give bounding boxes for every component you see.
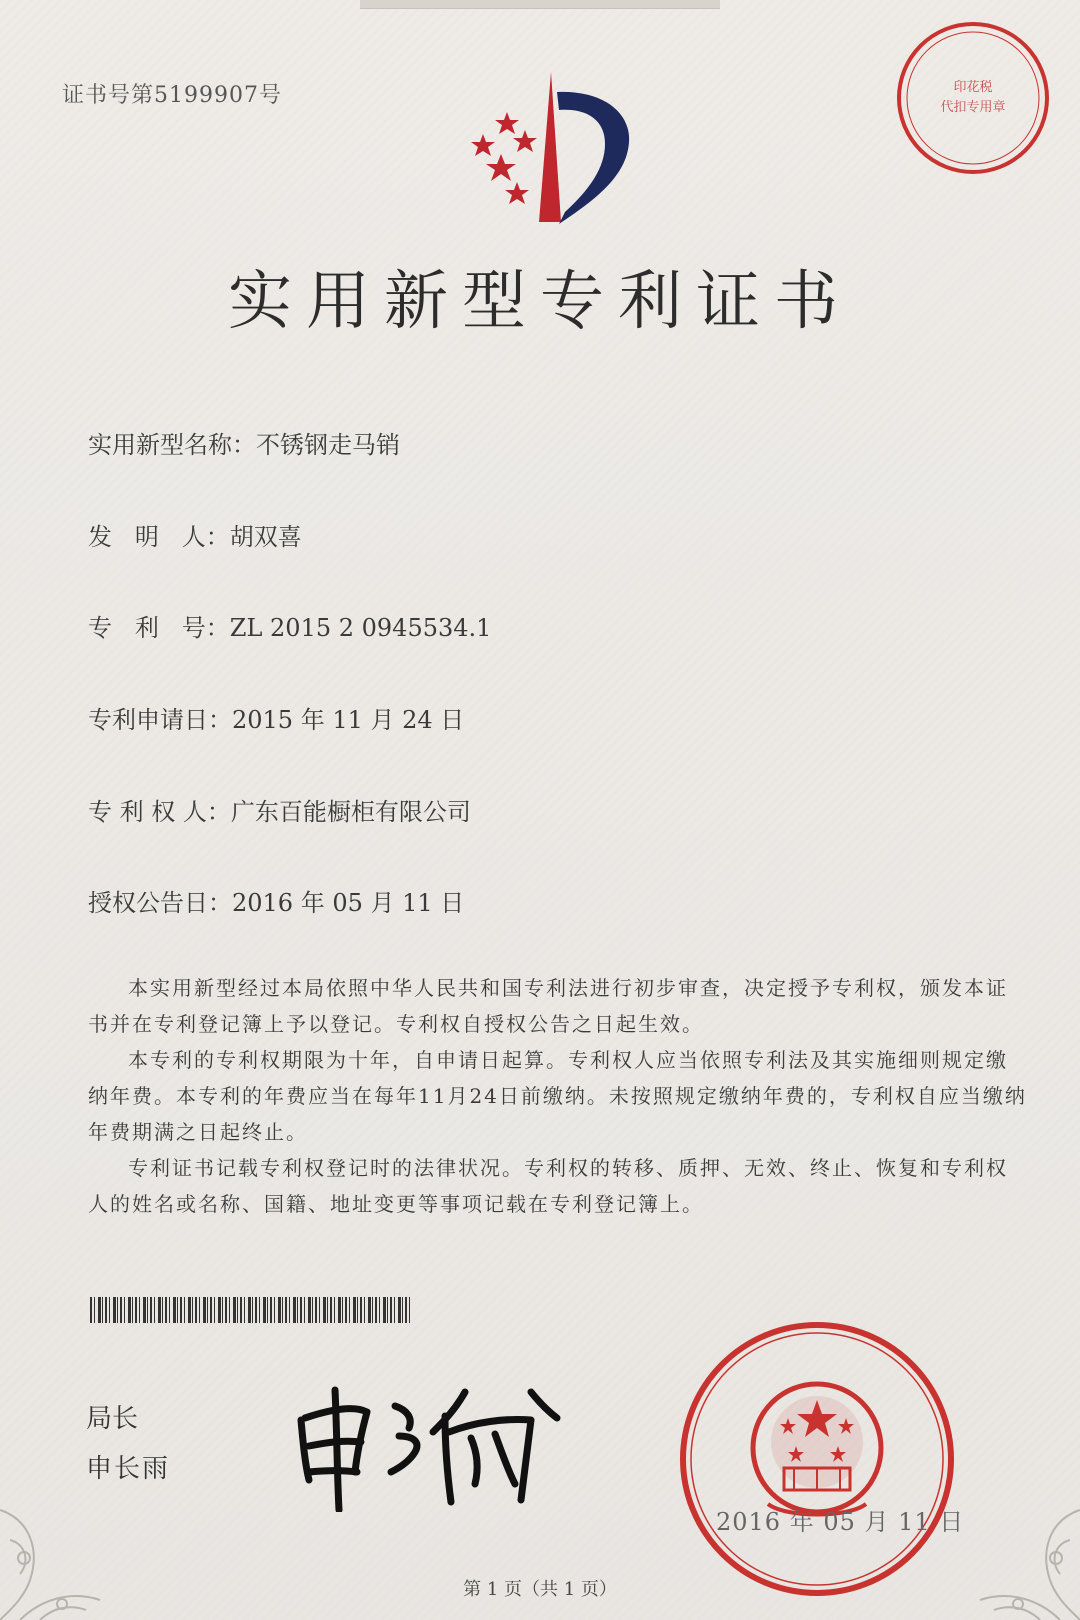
- issue-date: 2016 年 05 月 11 日: [716, 1508, 965, 1536]
- frame-top-border: [360, 0, 720, 9]
- tax-stamp-seal: [893, 18, 1053, 178]
- body-paragraph: 本专利的专利权期限为十年，自申请日起算。专利权人应当依照专利法及其实施细则规定缴纳年费。本专利的年费应当在每年11月24日前缴纳。未按照规定缴纳年费的，专利权自应当缴纳年费期满之日起终止。: [88, 1048, 1027, 1144]
- corner-ornament-icon: [0, 1470, 110, 1620]
- field-application-date: [88, 700, 464, 735]
- field-label: 发 明 人：: [88, 523, 230, 551]
- field-value: 2015 年 11 月 24 日: [232, 706, 465, 734]
- field-label: 专利申请日：: [88, 706, 232, 734]
- director-name: 申长雨: [86, 1454, 171, 1484]
- field-label: 实用新型名称：: [88, 431, 256, 459]
- field-label: 授权公告日：: [88, 889, 232, 917]
- field-value: 不锈钢走马销: [256, 431, 400, 459]
- page-title: 实用新型专利证书: [228, 265, 852, 339]
- field-patent-number: [88, 608, 491, 643]
- barcode: [90, 1297, 412, 1323]
- field-grant-date: [88, 883, 464, 918]
- field-value: 2016 年 05 月 11 日: [232, 889, 465, 917]
- corner-ornament-icon: [970, 1470, 1080, 1620]
- field-label: 专 利 权 人：: [88, 798, 231, 826]
- page-footer: 第 1 页（共 1 页）: [463, 1579, 617, 1600]
- tax-stamp-line: 印花税: [953, 80, 993, 95]
- tax-stamp-line: 代扣专用章: [940, 100, 1006, 115]
- field-value: 广东百能橱柜有限公司: [230, 798, 471, 826]
- director-signature: [295, 1372, 565, 1512]
- field-label: 专 利 号：: [88, 614, 230, 642]
- field-value: ZL 2015 2 0945534.1: [229, 614, 492, 642]
- field-value: 胡双喜: [229, 523, 302, 551]
- body-paragraph: 专利证书记载专利权登记时的法律状况。专利权的转移、质押、无效、终止、恢复和专利权人的姓名或名称、国籍、地址变更等事项记载在专利登记簿上。: [88, 1156, 1008, 1216]
- certificate-number: 证书号第5199907号: [62, 83, 282, 108]
- sipo-emblem-icon: [455, 72, 695, 242]
- field-utility-model-name: [88, 425, 400, 460]
- field-inventor: [88, 517, 302, 552]
- certificate-body: [88, 970, 1028, 1222]
- director-title: 局长: [86, 1404, 139, 1434]
- sipo-official-seal: [676, 1318, 958, 1600]
- field-patentee: [88, 792, 471, 827]
- tax-stamp-center: [893, 18, 1053, 178]
- body-paragraph: 本实用新型经过本局依照中华人民共和国专利法进行初步审查，决定授予专利权，颁发本证书并在专利登记簿上予以登记。专利权自授权公告之日起生效。: [88, 976, 1008, 1036]
